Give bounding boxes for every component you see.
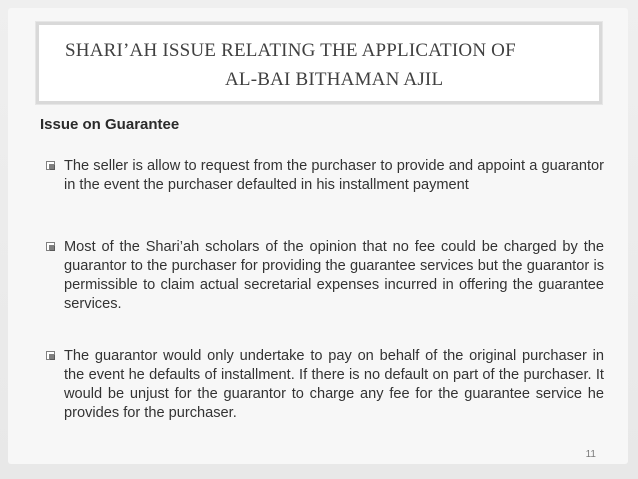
checkbox-square-icon — [46, 242, 55, 251]
slide-title-line-2: AL-BAI BITHAMAN AJIL — [225, 69, 444, 90]
bullet-text: The seller is allow to request from the purchaser to provide and appoint a guarantor in the event the purchaser defaulted in his installment payment — [64, 158, 604, 193]
bullet-text: Most of the Shari’ah scholars of the opinion that no fee could be charged by the guarantor to the purchaser for providing the guarantee services but the guarantor is permissible to claim actual secretarial expenses incurred in offering the guarantee services. — [64, 239, 604, 312]
checkbox-square-icon — [46, 351, 55, 360]
page-number: 11 — [585, 449, 596, 460]
slide-title-line-1: SHARI’AH ISSUE RELATING THE APPLICATION OF — [65, 40, 516, 61]
section-heading: Issue on Guarantee — [40, 116, 180, 133]
title-box — [36, 22, 602, 104]
bullet-text: The guarantor would only undertake to pay on behalf of the original purchaser in the event he defaults of installment. If there is no default on part of the purchaser. It would be unjust for the guarantor to charge any fee for the guarantee service he provides for the purchaser. — [64, 348, 604, 421]
checkbox-square-icon — [46, 161, 55, 170]
